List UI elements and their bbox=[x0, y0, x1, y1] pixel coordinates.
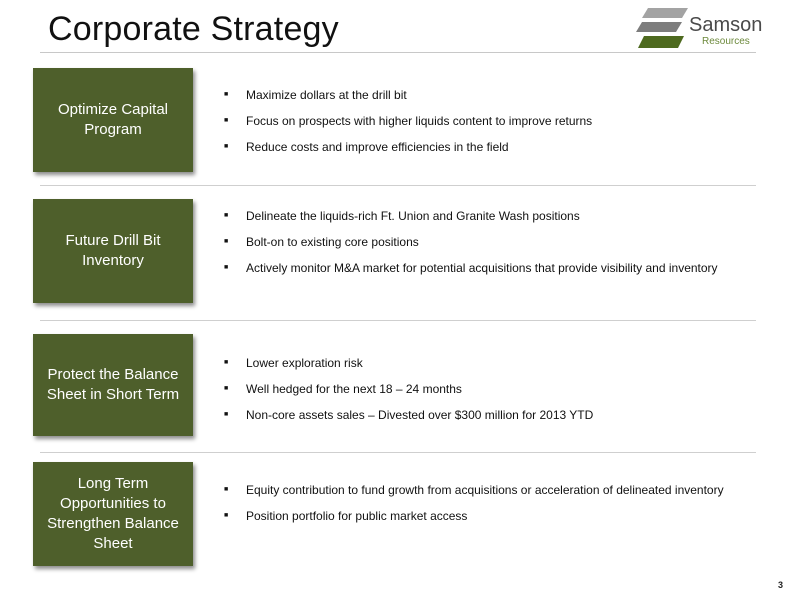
bullet-item: ■ Focus on prospects with higher liquids content to improve returns bbox=[222, 108, 762, 134]
bullet-item: ■ Actively monitor M&A market for potential acquisitions that provide visibility and inventory bbox=[222, 255, 746, 281]
bullet-item: ■ Maximize dollars at the drill bit bbox=[222, 82, 762, 108]
section-divider bbox=[40, 452, 756, 453]
bullet-item: ■ Lower exploration risk bbox=[222, 350, 762, 376]
bullet-square-icon: ■ bbox=[224, 143, 229, 150]
bullet-square-icon: ■ bbox=[224, 117, 229, 124]
title-divider bbox=[40, 52, 756, 53]
section-label-protect-balance-sheet: Protect the Balance Sheet in Short Term bbox=[33, 334, 193, 436]
section-bullets-protect-balance-sheet bbox=[222, 350, 762, 428]
samson-logo-icon bbox=[634, 6, 692, 52]
bullet-item: ■ Reduce costs and improve efficiencies in the field bbox=[222, 134, 762, 160]
bullet-square-icon: ■ bbox=[224, 238, 229, 245]
page-title: Corporate Strategy bbox=[48, 10, 339, 48]
bullet-square-icon: ■ bbox=[224, 411, 229, 418]
section-label-future-drill-bit: Future Drill Bit Inventory bbox=[33, 199, 193, 303]
section-label-long-term: Long Term Opportunities to Strengthen Balance Sheet bbox=[33, 462, 193, 566]
section-label-optimize-capital: Optimize Capital Program bbox=[33, 68, 193, 172]
bullet-item: ■ Delineate the liquids-rich Ft. Union and Granite Wash positions bbox=[222, 203, 762, 229]
bullet-square-icon: ■ bbox=[224, 264, 229, 271]
bullet-square-icon: ■ bbox=[224, 512, 229, 519]
bullet-item: ■ Equity contribution to fund growth from acquisitions or acceleration of delineated inventory bbox=[222, 477, 756, 503]
company-logo bbox=[634, 6, 764, 52]
bullet-square-icon: ■ bbox=[224, 486, 229, 493]
bullet-item: ■ Bolt-on to existing core positions bbox=[222, 229, 762, 255]
section-bullets-long-term bbox=[222, 477, 762, 529]
section-bullets-future-drill-bit bbox=[222, 203, 762, 281]
logo-name: Samson bbox=[689, 14, 763, 36]
logo-subtitle: Resources bbox=[702, 36, 750, 47]
section-divider bbox=[40, 320, 756, 321]
bullet-square-icon: ■ bbox=[224, 385, 229, 392]
section-divider bbox=[40, 185, 756, 186]
section-bullets-optimize-capital bbox=[222, 82, 762, 160]
page-number: 3 bbox=[778, 580, 784, 590]
bullet-square-icon: ■ bbox=[224, 359, 229, 366]
bullet-square-icon: ■ bbox=[224, 91, 229, 98]
bullet-item: ■ Well hedged for the next 18 – 24 months bbox=[222, 376, 762, 402]
bullet-square-icon: ■ bbox=[224, 212, 229, 219]
bullet-item: ■ Non-core assets sales – Divested over $300 million for 2013 YTD bbox=[222, 402, 762, 428]
bullet-item: ■ Position portfolio for public market access bbox=[222, 503, 762, 529]
